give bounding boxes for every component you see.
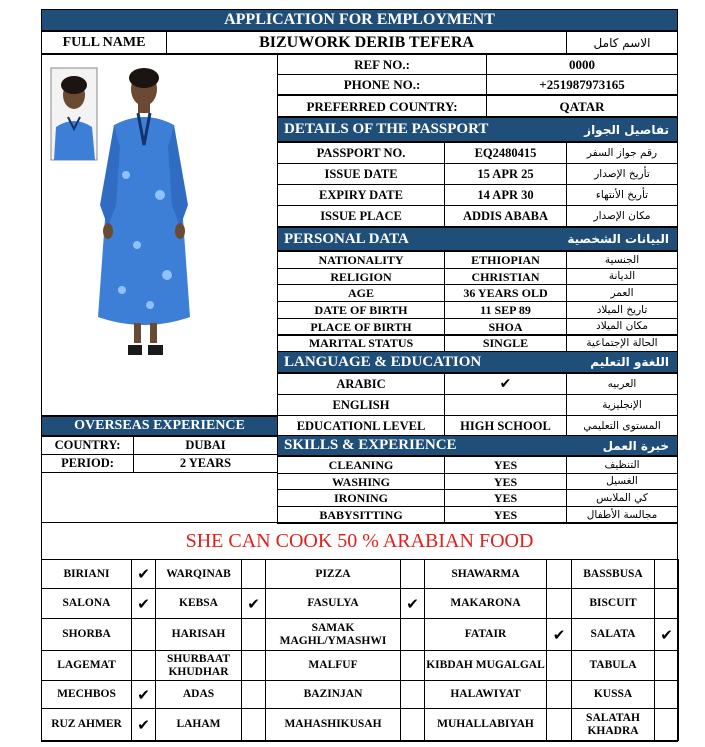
- personal-label-0: NATIONALITY: [277, 251, 445, 269]
- personal-value-1: CHRISTIAN: [444, 268, 567, 286]
- passport-arabic-0: رقم جواز السفر: [566, 142, 678, 164]
- language-value-2: HIGH SCHOOL: [444, 415, 567, 437]
- header-value-2: QATAR: [486, 95, 678, 117]
- header-value-1: +251987973165: [486, 74, 678, 95]
- form-title-text: APPLICATION FOR EMPLOYMENT: [224, 11, 495, 28]
- food-item: KEBSA: [155, 588, 242, 619]
- food-check[interactable]: [241, 708, 266, 741]
- overseas-title: [41, 416, 278, 436]
- passport-title-arabic: تفاصيل الجواز: [584, 122, 669, 137]
- personal-label-4: PLACE OF BIRTH: [277, 318, 445, 336]
- food-item: SALATAH KHADRA: [571, 708, 655, 741]
- full-name-arabic: الاسم كامل: [566, 31, 678, 54]
- food-check[interactable]: ✔: [654, 618, 679, 651]
- personal-value-4: SHOA: [444, 318, 567, 336]
- food-item: MAKARONA: [424, 588, 547, 619]
- food-check[interactable]: [546, 650, 572, 681]
- header-value-0: 0000: [486, 54, 678, 75]
- applicant-photo: [42, 55, 277, 415]
- food-check[interactable]: [131, 650, 156, 681]
- food-check[interactable]: [546, 559, 572, 589]
- food-check[interactable]: [241, 650, 266, 681]
- food-check[interactable]: [241, 559, 266, 589]
- food-item: LAGEMAT: [41, 650, 132, 681]
- food-item: MAHASHIKUSAH: [265, 708, 401, 741]
- food-item: MECHBOS: [41, 680, 132, 709]
- passport-value-1: 15 APR 25: [444, 163, 567, 185]
- language-label-0: ARABIC: [277, 373, 445, 395]
- passport-label-3: ISSUE PLACE: [277, 205, 445, 227]
- form-title: [41, 9, 678, 31]
- food-item: WARQINAB: [155, 559, 242, 589]
- overseas-period-value: 2 YEARS: [133, 454, 278, 473]
- personal-label-5: MARITAL STATUS: [277, 335, 445, 353]
- passport-label-0: PASSPORT NO.: [277, 142, 445, 164]
- food-check[interactable]: ✔: [131, 588, 156, 619]
- skills-title: [277, 435, 678, 456]
- personal-title: [277, 227, 678, 251]
- passport-label-2: EXPIRY DATE: [277, 184, 445, 206]
- food-check[interactable]: [654, 588, 679, 619]
- language-value-1: [444, 394, 567, 416]
- full-body-photo: [98, 68, 190, 355]
- food-item: SHAWARMA: [424, 559, 547, 589]
- skills-value-2: YES: [444, 489, 567, 507]
- food-item: FASULYA: [265, 588, 401, 619]
- language-label-1: ENGLISH: [277, 394, 445, 416]
- personal-title-text: PERSONAL DATA: [284, 230, 409, 247]
- food-check[interactable]: [241, 680, 266, 709]
- full-name-value: BIZUWORK DERIB TEFERA: [166, 31, 567, 54]
- food-check[interactable]: ✔: [131, 559, 156, 589]
- header-label-0: REF NO.:: [277, 54, 487, 75]
- food-check[interactable]: [654, 708, 679, 741]
- food-check[interactable]: ✔: [131, 680, 156, 709]
- food-item: TABULA: [571, 650, 655, 681]
- food-check[interactable]: [241, 618, 266, 651]
- personal-value-2: 36 YEARS OLD: [444, 284, 567, 302]
- language-arabic-0: العربيه: [566, 373, 678, 395]
- food-item: BISCUIT: [571, 588, 655, 619]
- food-item: SHORBA: [41, 618, 132, 651]
- skills-label-2: IRONING: [277, 489, 445, 507]
- overseas-title-text: OVERSEAS EXPERIENCE: [74, 418, 245, 433]
- food-check[interactable]: [654, 559, 679, 589]
- overseas-country-value: DUBAI: [133, 436, 278, 455]
- personal-arabic-5: الحالة الإجتماعية: [566, 335, 678, 353]
- passport-label-1: ISSUE DATE: [277, 163, 445, 185]
- food-item: HARISAH: [155, 618, 242, 651]
- food-item: SHURBAAT KHUDHAR: [155, 650, 242, 681]
- header-label-1: PHONE NO.:: [277, 74, 487, 95]
- food-item: FATAIR: [424, 618, 547, 651]
- food-check[interactable]: ✔: [546, 618, 572, 651]
- skills-title-text: SKILLS & EXPERIENCE: [284, 437, 457, 453]
- personal-title-arabic: البيانات الشخصية: [567, 232, 669, 246]
- skills-arabic-2: كي الملابس: [566, 489, 678, 507]
- overseas-period-label: PERIOD:: [41, 454, 134, 473]
- skills-arabic-3: مجالسة الأطفال: [566, 506, 678, 524]
- passport-value-2: 14 APR 30: [444, 184, 567, 206]
- food-item: LAHAM: [155, 708, 242, 741]
- food-item: MUHALLABIYAH: [424, 708, 547, 741]
- food-item: BASSBUSA: [571, 559, 655, 589]
- skills-label-1: WASHING: [277, 473, 445, 491]
- food-item: KIBDAH MUGALGAL: [424, 650, 547, 681]
- food-item: SALATA: [571, 618, 655, 651]
- personal-label-3: DATE OF BIRTH: [277, 301, 445, 319]
- food-item: RUZ AHMER: [41, 708, 132, 741]
- language-title-text: LANGUAGE & EDUCATION: [284, 353, 482, 370]
- passport-title-text: DETAILS OF THE PASSPORT: [284, 121, 489, 137]
- full-name-label: FULL NAME: [41, 31, 167, 54]
- food-check[interactable]: [400, 559, 425, 589]
- passport-arabic-2: تأريخ الأنتهاء: [566, 184, 678, 206]
- passport-photo-thumbnail: [51, 68, 97, 160]
- passport-arabic-1: تأريخ الإصدار: [566, 163, 678, 185]
- overseas-filler: [41, 472, 278, 523]
- food-check[interactable]: [400, 618, 425, 651]
- passport-title: [277, 117, 678, 142]
- food-check[interactable]: ✔: [400, 588, 425, 619]
- food-item: SALONA: [41, 588, 132, 619]
- food-check[interactable]: [400, 650, 425, 681]
- language-title-arabic: اللغةو التعليم: [590, 355, 669, 369]
- food-check[interactable]: [546, 588, 572, 619]
- skills-arabic-1: الغسيل: [566, 473, 678, 491]
- food-item: PIZZA: [265, 559, 401, 589]
- personal-value-0: ETHIOPIAN: [444, 251, 567, 269]
- skills-label-0: CLEANING: [277, 456, 445, 474]
- personal-arabic-3: تاريخ الميلاد: [566, 301, 678, 319]
- food-check[interactable]: [654, 650, 679, 681]
- food-check[interactable]: [400, 680, 425, 709]
- language-value-0: ✔: [444, 373, 567, 395]
- cook-title: SHE CAN COOK 50 % ARABIAN FOOD: [185, 529, 534, 552]
- food-item: MALFUF: [265, 650, 401, 681]
- food-item: BAZINJAN: [265, 680, 401, 709]
- language-arabic-1: الإنجليزية: [566, 394, 678, 416]
- skills-arabic-0: التنظيف: [566, 456, 678, 474]
- personal-arabic-4: مكان الميلاد: [566, 318, 678, 336]
- overseas-country-label: COUNTRY:: [41, 436, 134, 455]
- food-item: KUSSA: [571, 680, 655, 709]
- food-item: BIRIANI: [41, 559, 132, 589]
- language-label-2: EDUCATIONL LEVEL: [277, 415, 445, 437]
- language-title: [277, 351, 678, 373]
- personal-label-2: AGE: [277, 284, 445, 302]
- skills-value-0: YES: [444, 456, 567, 474]
- personal-arabic-2: العمر: [566, 284, 678, 302]
- skills-title-arabic: خبرة العمل: [602, 438, 669, 453]
- food-check[interactable]: [546, 708, 572, 741]
- passport-arabic-3: مكان الإصدار: [566, 205, 678, 227]
- header-label-2: PREFERRED COUNTRY:: [277, 95, 487, 117]
- food-item: HALAWIYAT: [424, 680, 547, 709]
- food-check[interactable]: [654, 680, 679, 709]
- food-item: ADAS: [155, 680, 242, 709]
- passport-value-3: ADDIS ABABA: [444, 205, 567, 227]
- photo-panel: [41, 54, 278, 416]
- skills-label-3: BABYSITTING: [277, 506, 445, 524]
- food-check[interactable]: [546, 680, 572, 709]
- personal-arabic-0: الجنسية: [566, 251, 678, 269]
- food-check[interactable]: [131, 618, 156, 651]
- food-check[interactable]: ✔: [241, 588, 266, 619]
- passport-value-0: EQ2480415: [444, 142, 567, 164]
- food-check[interactable]: ✔: [131, 708, 156, 741]
- language-arabic-2: المستوى التعليمي: [566, 415, 678, 437]
- personal-label-1: RELIGION: [277, 268, 445, 286]
- personal-value-5: SINGLE: [444, 335, 567, 353]
- food-item: SAMAK MAGHL/YMASHWI: [265, 618, 401, 651]
- skills-value-3: YES: [444, 506, 567, 524]
- personal-value-3: 11 SEP 89: [444, 301, 567, 319]
- food-check[interactable]: [400, 708, 425, 741]
- skills-value-1: YES: [444, 473, 567, 491]
- personal-arabic-1: الديانة: [566, 268, 678, 286]
